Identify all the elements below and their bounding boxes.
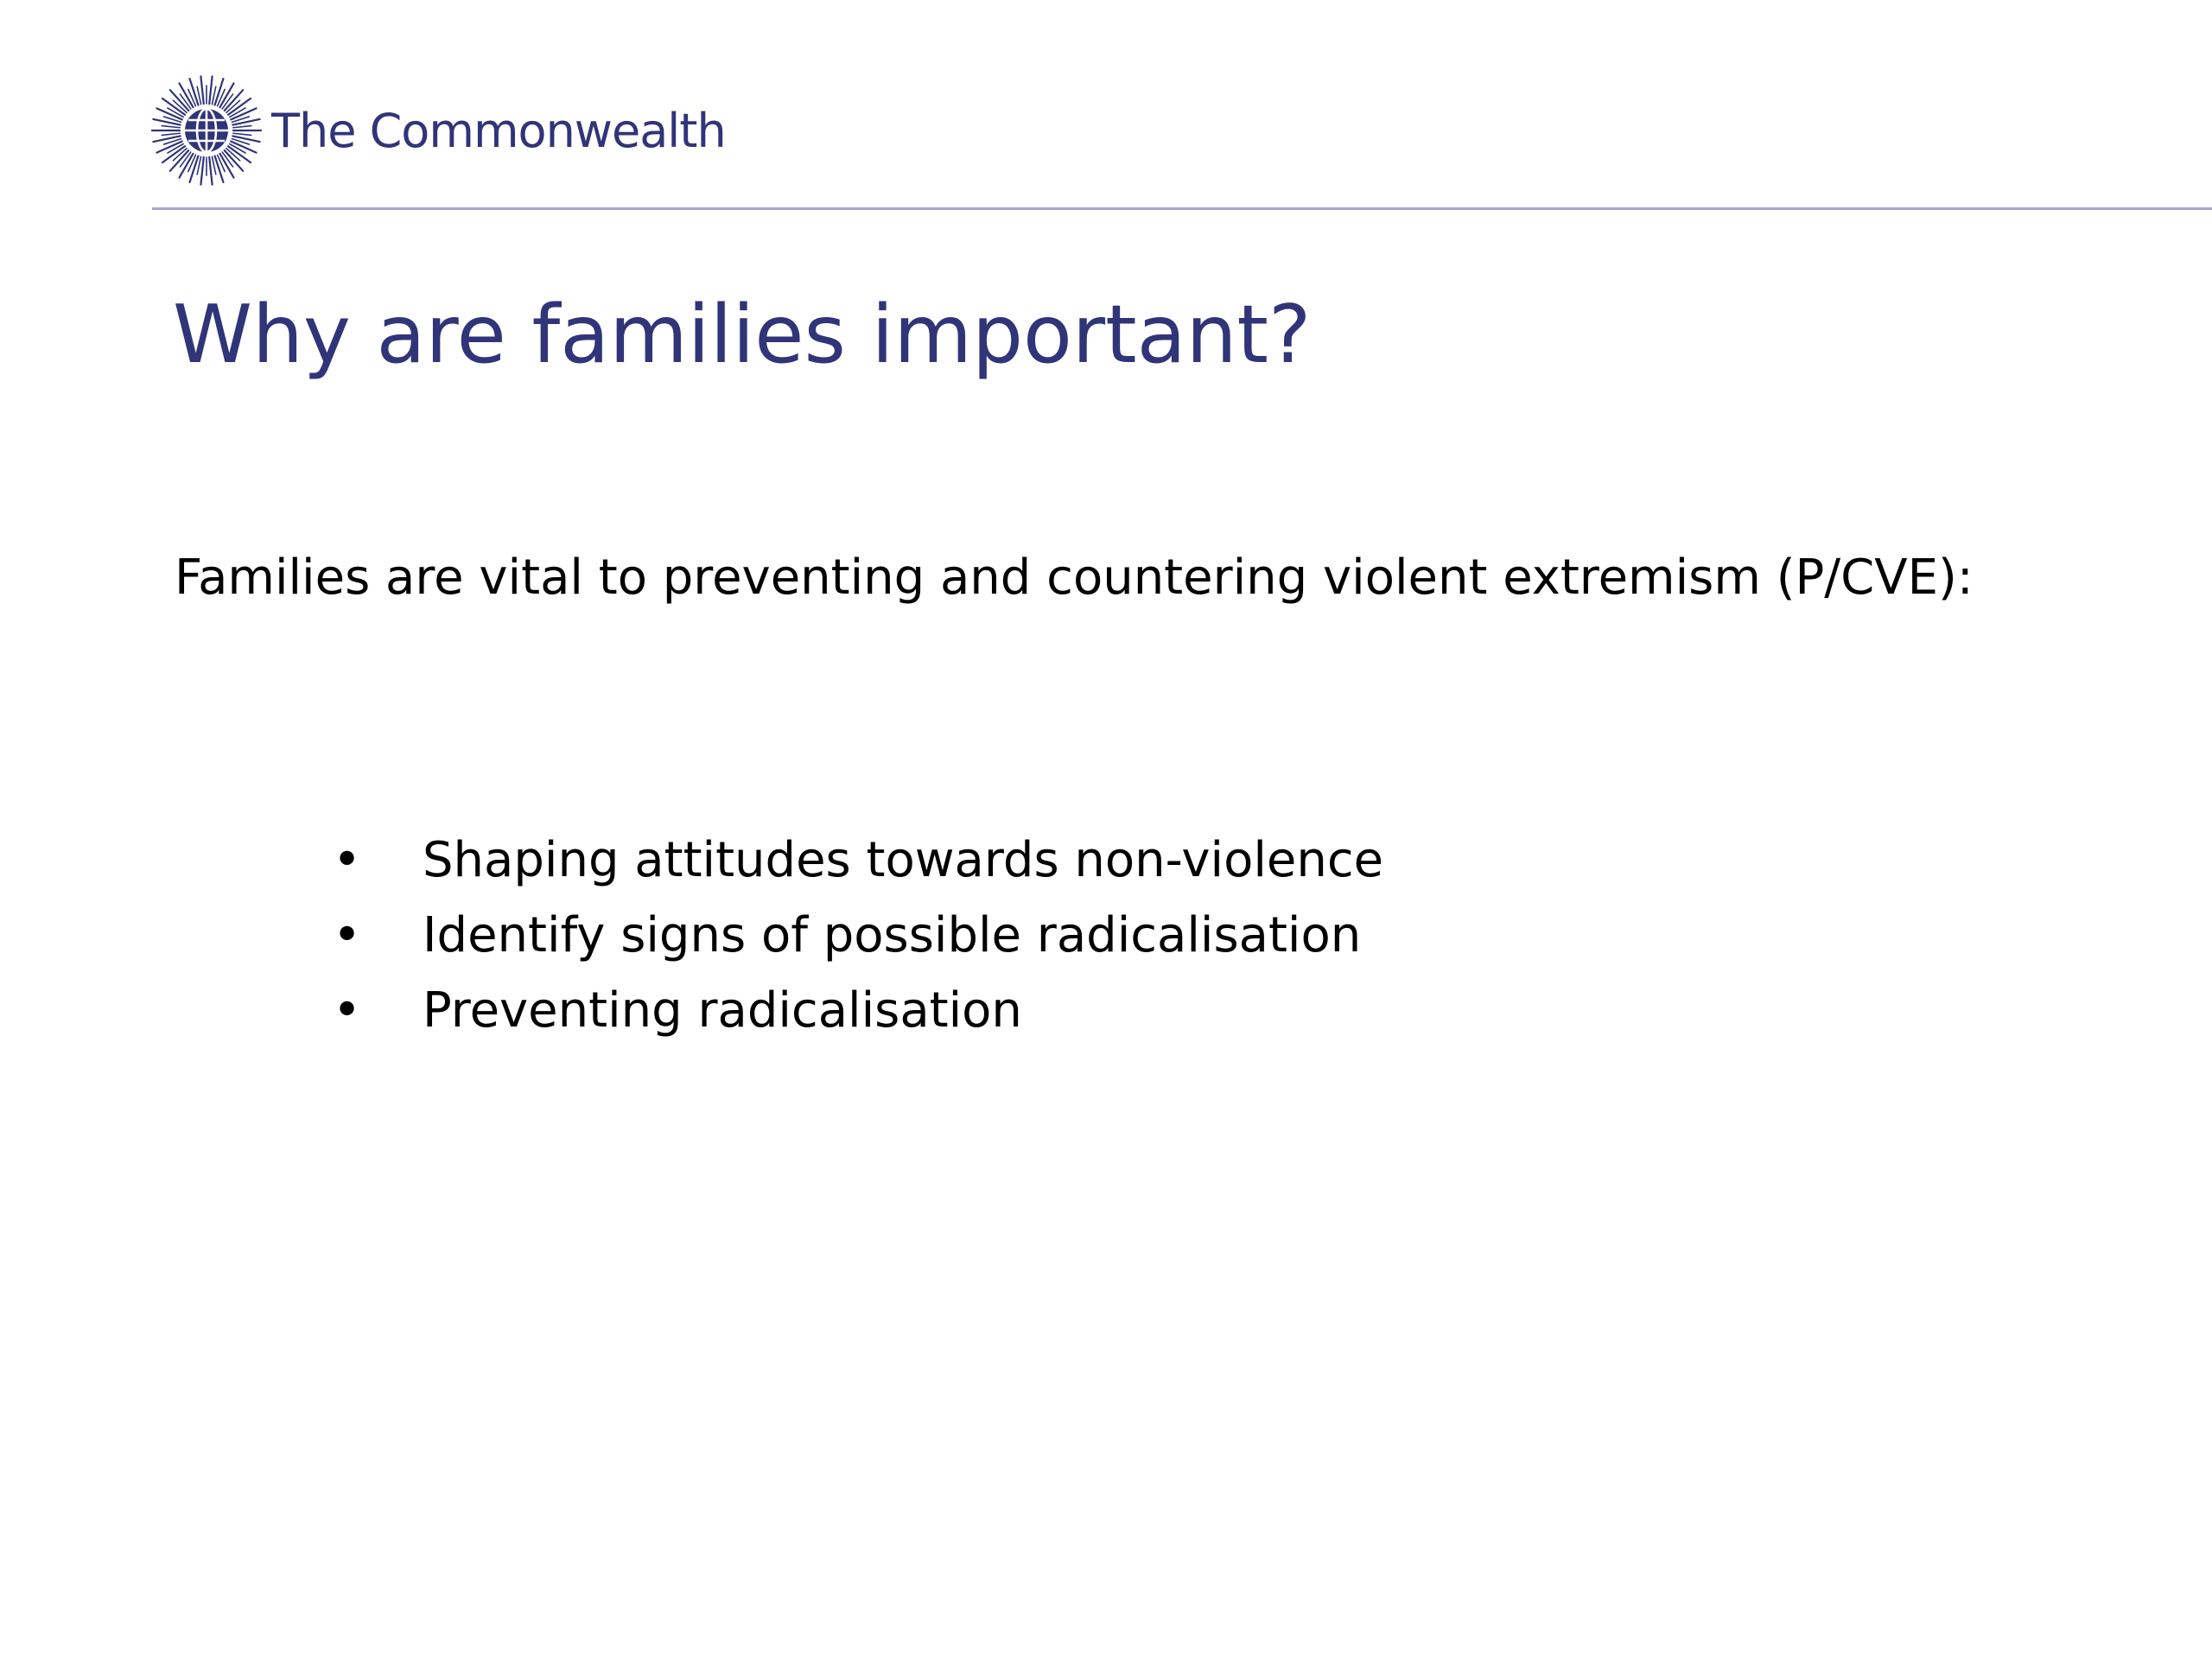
logo-ray — [233, 133, 251, 135]
logo-wordmark: The Commonwealth — [271, 103, 726, 158]
logo-ray — [162, 133, 180, 135]
logo-ray — [200, 76, 203, 104]
bullet-list — [333, 823, 1383, 1048]
logo-ray — [209, 76, 212, 104]
bullet-icon: • — [333, 982, 362, 1039]
logo-ray — [200, 157, 203, 185]
bullet-text: Identify signs of possible radicalisation — [423, 907, 1362, 963]
intro-paragraph: Families are vital to preventing and countering violent extremism (P/CVE): — [175, 550, 1974, 606]
bullet-text: Shaping attitudes towards non-violence — [423, 832, 1384, 888]
bullet-text: Preventing radicalisation — [423, 982, 1022, 1039]
list-item — [333, 898, 1383, 973]
logo-ray — [233, 126, 251, 128]
list-item — [333, 973, 1383, 1048]
commonwealth-logo — [150, 74, 726, 187]
logo-ray — [209, 157, 212, 185]
header-divider — [152, 207, 2212, 210]
list-item — [333, 823, 1383, 898]
bullet-icon: • — [333, 907, 362, 963]
logo-ray — [162, 126, 180, 128]
bullet-icon: • — [333, 832, 362, 888]
slide-title: Why are families important? — [173, 288, 1312, 381]
commonwealth-globe-icon — [150, 74, 263, 187]
